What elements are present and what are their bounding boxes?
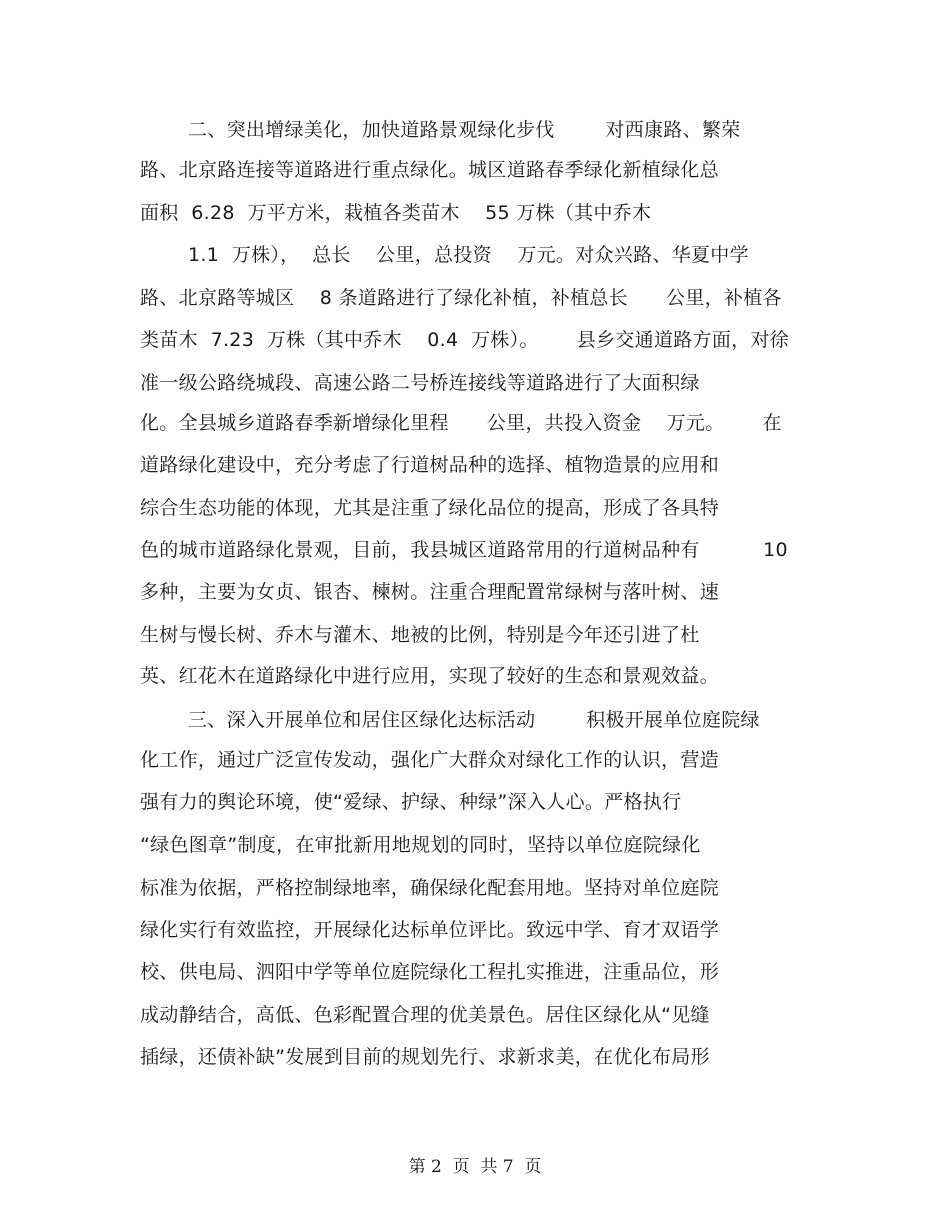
paragraph-line: 多种，主要为女贞、银杏、楝树。注重合理配置常绿树与落叶树、速 (140, 581, 720, 603)
paragraph-line: 二、突出增绿美化，加快道路景观绿化步伐 对西康路、繁荣 (188, 119, 741, 141)
paragraph-line: 插绿，还债补缺”发展到目前的规划先行、求新求美，在优化布局形 (140, 1046, 710, 1068)
paragraph-line: 校、供电局、泗阳中学等单位庭院绿化工程扎实推进，注重品位，形 (140, 961, 720, 983)
paragraph-line: 综合生态功能的体现，尤其是注重了绿化品位的提高，形成了各具特 (140, 497, 720, 519)
paragraph-line: 标准为依据，严格控制绿地率，确保绿化配套用地。坚持对单位庭院 (140, 877, 720, 899)
paragraph-line: 三、深入开展单位和居住区绿化达标活动 积极开展单位庭院绿 (188, 709, 760, 731)
paragraph-line: “绿色图章”制度，在审批新用地规划的同时，坚持以单位庭院绿化 (140, 834, 701, 856)
paragraph-line: 绿化实行有效监控，开展绿化达标单位评比。致远中学、育才双语学 (140, 919, 720, 941)
paragraph-line: 准一级公路绕城段、高速公路二号桥连接线等道路进行了大面积绿 (140, 372, 700, 394)
paragraph-line: 面积 6.28 万平方米，栽植各类苗木 55 万株（其中乔木 (140, 202, 652, 224)
paragraph-line: 强有力的舆论环境，使“爱绿、护绿、种绿”深入人心。严格执行 (140, 791, 682, 813)
paragraph-line: 路、北京路等城区 8 条道路进行了绿化补植，补植总长 公里，补植各 (140, 287, 782, 309)
paragraph-line: 1.1 万株）， 总长 公里，总投资 万元。对众兴路、华夏中学 (188, 244, 749, 266)
paragraph-line: 生树与慢长树、乔木与灌木、地被的比例，特别是今年还引进了杜 (140, 624, 700, 646)
page-number-footer: 第 2 页 共 7 页 (408, 1157, 542, 1177)
paragraph-line: 化。全县城乡道路春季新增绿化里程 公里，共投入资金 万元。 在 (140, 412, 782, 434)
paragraph-line: 道路绿化建设中，充分考虑了行道树品种的选择、植物造景的应用和 (140, 454, 720, 476)
paragraph-line: 英、红花木在道路绿化中进行应用，实现了较好的生态和景观效益。 (140, 665, 720, 687)
paragraph-line: 化工作，通过广泛宣传发动，强化广大群众对绿化工作的认识，营造 (140, 749, 720, 771)
paragraph-line: 成动静结合，高低、色彩配置合理的优美景色。居住区绿化从“见缝 (140, 1004, 710, 1026)
paragraph-line: 路、北京路连接等道路进行重点绿化。城区道路春季绿化新植绿化总 (140, 159, 720, 181)
paragraph-line: 色的城市道路绿化景观，目前，我县城区道路常用的行道树品种有 10 (140, 539, 788, 561)
paragraph-line: 类苗木 7.23 万株（其中乔木 0.4 万株）。 县乡交通道路方面，对徐 (140, 329, 790, 351)
